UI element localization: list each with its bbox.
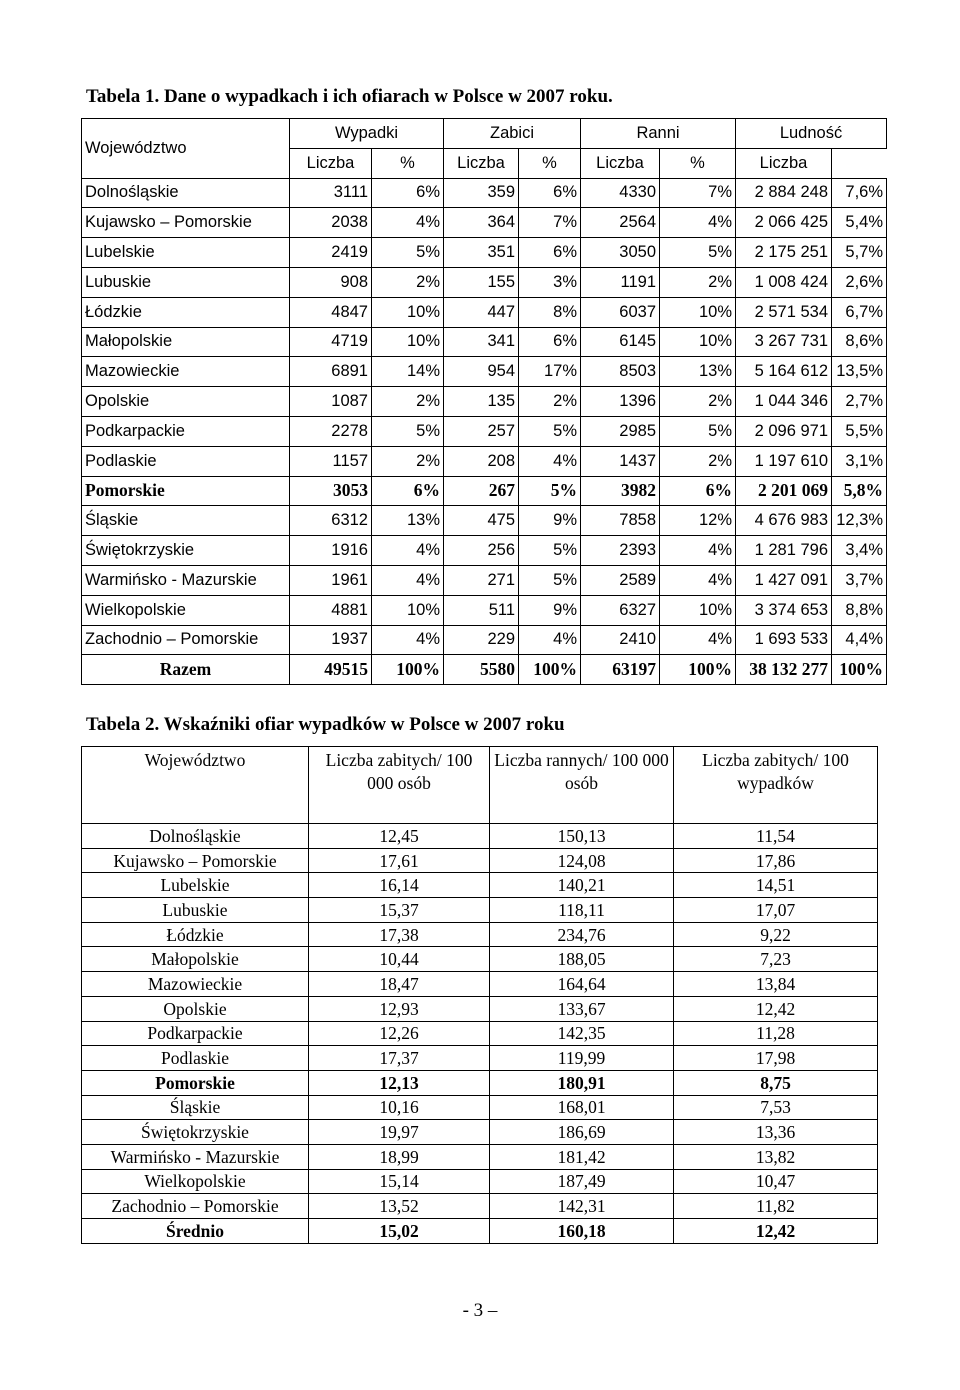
table-row (82, 297, 887, 327)
value-cell: 181,42 (490, 1144, 674, 1169)
table-row (82, 873, 878, 898)
value-cell: 17,98 (674, 1046, 878, 1071)
region-cell: Łódzkie (82, 297, 290, 327)
value-cell: 11,28 (674, 1021, 878, 1046)
header-cell: Ranni (581, 119, 736, 149)
page-number: - 3 – (462, 1300, 498, 1321)
value-cell: 6% (519, 178, 581, 208)
value-cell: 1937 (290, 625, 372, 655)
subheader-cell: Liczba (290, 148, 372, 178)
value-cell: 2% (519, 387, 581, 417)
value-cell: 17,86 (674, 848, 878, 873)
value-cell: 7% (660, 178, 736, 208)
value-cell: 11,54 (674, 824, 878, 849)
value-cell: 119,99 (490, 1046, 674, 1071)
value-cell: 2 884 248 (736, 178, 832, 208)
value-cell: 155 (444, 267, 519, 297)
value-cell: 8% (519, 297, 581, 327)
subheader-cell: Liczba (736, 148, 832, 178)
region-cell: Wielkopolskie (82, 595, 290, 625)
value-cell: 4% (519, 446, 581, 476)
value-cell: 124,08 (490, 848, 674, 873)
subheader-cell: Liczba (444, 148, 519, 178)
value-cell: 17,37 (309, 1046, 490, 1071)
region-cell: Opolskie (82, 387, 290, 417)
table-row (82, 476, 887, 506)
value-cell: 267 (444, 476, 519, 506)
value-cell: 6312 (290, 506, 372, 536)
value-cell: 9,22 (674, 922, 878, 947)
value-cell: 6,7% (832, 297, 887, 327)
value-cell: 2% (660, 446, 736, 476)
value-cell: 140,21 (490, 873, 674, 898)
value-cell: 10,47 (674, 1169, 878, 1194)
value-cell: 17,38 (309, 922, 490, 947)
average-label: Średnio (82, 1219, 309, 1244)
value-cell: 6327 (581, 595, 660, 625)
subheader-cell: % (660, 148, 736, 178)
table-row (82, 238, 887, 268)
region-cell: Świętokrzyskie (82, 1120, 309, 1145)
value-cell: 4% (372, 536, 444, 566)
value-cell: 4719 (290, 327, 372, 357)
value-cell: 7,53 (674, 1095, 878, 1120)
table-row (82, 178, 887, 208)
value-cell: 5,8% (832, 476, 887, 506)
value-cell: 1 693 533 (736, 625, 832, 655)
table2-title: Tabela 2. Wskaźniki ofiar wypadków w Polsce w 2007 roku (86, 714, 565, 735)
value-cell: 447 (444, 297, 519, 327)
value-cell: 4330 (581, 178, 660, 208)
value-cell: 186,69 (490, 1120, 674, 1145)
value-cell: 164,64 (490, 972, 674, 997)
value-cell: 13% (372, 506, 444, 536)
value-cell: 5,7% (832, 238, 887, 268)
table-row (82, 387, 887, 417)
accidents-table (81, 118, 887, 685)
value-cell: 16,14 (309, 873, 490, 898)
value-cell: 5,5% (832, 416, 887, 446)
value-cell: 135 (444, 387, 519, 417)
value-cell: 1 008 424 (736, 267, 832, 297)
value-cell: 17,61 (309, 848, 490, 873)
table-row (82, 536, 887, 566)
header-cell: Liczba zabitych/ 100 wypadków (674, 747, 878, 824)
value-cell: 7,6% (832, 178, 887, 208)
value-cell: 12,42 (674, 996, 878, 1021)
header-cell: Liczba rannych/ 100 000 osób (490, 747, 674, 824)
header-cell: Wypadki (290, 119, 444, 149)
table-row (82, 446, 887, 476)
value-cell: 14% (372, 357, 444, 387)
value-cell: 17% (519, 357, 581, 387)
table-row (82, 416, 887, 446)
subheader-cell: Liczba (581, 148, 660, 178)
value-cell: 5% (519, 565, 581, 595)
value-cell: 19,97 (309, 1120, 490, 1145)
value-cell: 4 676 983 (736, 506, 832, 536)
value-cell: 3,4% (832, 536, 887, 566)
value-cell: 7% (519, 208, 581, 238)
value-cell: 341 (444, 327, 519, 357)
value-cell: 11,82 (674, 1194, 878, 1219)
value-cell: 3982 (581, 476, 660, 506)
value-cell: 187,49 (490, 1169, 674, 1194)
region-cell: Łódzkie (82, 922, 309, 947)
value-cell: 1191 (581, 267, 660, 297)
value-cell: 142,35 (490, 1021, 674, 1046)
region-cell: Podkarpackie (82, 1021, 309, 1046)
table-row (82, 506, 887, 536)
value-cell: 2985 (581, 416, 660, 446)
value-cell: 13,52 (309, 1194, 490, 1219)
region-cell: Kujawsko – Pomorskie (82, 208, 290, 238)
region-cell: Śląskie (82, 1095, 309, 1120)
value-cell: 1 044 346 (736, 387, 832, 417)
region-cell: Mazowieckie (82, 972, 309, 997)
value-cell: 351 (444, 238, 519, 268)
table-row (82, 898, 878, 923)
value-cell: 5% (519, 416, 581, 446)
region-cell: Dolnośląskie (82, 178, 290, 208)
value-cell: 4% (660, 625, 736, 655)
value-cell: 6% (372, 178, 444, 208)
table-row (82, 1194, 878, 1219)
value-cell: 2038 (290, 208, 372, 238)
table-row (82, 625, 887, 655)
total-value: 100% (519, 655, 581, 685)
value-cell: 2% (372, 446, 444, 476)
region-cell: Lubelskie (82, 238, 290, 268)
value-cell: 5% (519, 536, 581, 566)
value-cell: 13,84 (674, 972, 878, 997)
value-cell: 2% (660, 267, 736, 297)
header-cell: Liczba zabitych/ 100 000 osób (309, 747, 490, 824)
table-row (82, 595, 887, 625)
total-value: 63197 (581, 655, 660, 685)
total-value: 100% (832, 655, 887, 685)
value-cell: 6145 (581, 327, 660, 357)
value-cell: 3,1% (832, 446, 887, 476)
value-cell: 12,93 (309, 996, 490, 1021)
value-cell: 5% (372, 238, 444, 268)
table-row (82, 327, 887, 357)
table1-header-row (82, 119, 887, 149)
region-cell: Małopolskie (82, 947, 309, 972)
value-cell: 2 175 251 (736, 238, 832, 268)
region-cell: Lubuskie (82, 267, 290, 297)
region-cell: Warmińsko - Mazurskie (82, 565, 290, 595)
value-cell: 13,82 (674, 1144, 878, 1169)
value-cell: 10,44 (309, 947, 490, 972)
region-cell: Dolnośląskie (82, 824, 309, 849)
subheader-cell: % (372, 148, 444, 178)
table-row (82, 357, 887, 387)
value-cell: 13,36 (674, 1120, 878, 1145)
region-cell: Pomorskie (82, 1070, 309, 1095)
table2-header-row (82, 747, 878, 824)
table-row (82, 1021, 878, 1046)
value-cell: 3 267 731 (736, 327, 832, 357)
value-cell: 1396 (581, 387, 660, 417)
average-row (82, 1219, 878, 1244)
value-cell: 17,07 (674, 898, 878, 923)
value-cell: 3111 (290, 178, 372, 208)
value-cell: 208 (444, 446, 519, 476)
value-cell: 4% (660, 208, 736, 238)
table-row (82, 1046, 878, 1071)
value-cell: 2419 (290, 238, 372, 268)
value-cell: 2 571 534 (736, 297, 832, 327)
value-cell: 359 (444, 178, 519, 208)
value-cell: 12,3% (832, 506, 887, 536)
region-cell: Mazowieckie (82, 357, 290, 387)
table-row (82, 1169, 878, 1194)
value-cell: 5 164 612 (736, 357, 832, 387)
value-cell: 4% (372, 208, 444, 238)
region-cell: Śląskie (82, 506, 290, 536)
value-cell: 3053 (290, 476, 372, 506)
region-cell: Świętokrzyskie (82, 536, 290, 566)
value-cell: 511 (444, 595, 519, 625)
value-cell: 6% (519, 238, 581, 268)
table-row (82, 996, 878, 1021)
value-cell: 1916 (290, 536, 372, 566)
value-cell: 15,14 (309, 1169, 490, 1194)
value-cell: 7,23 (674, 947, 878, 972)
value-cell: 10% (372, 595, 444, 625)
value-cell: 1437 (581, 446, 660, 476)
value-cell: 14,51 (674, 873, 878, 898)
value-cell: 475 (444, 506, 519, 536)
value-cell: 4% (372, 625, 444, 655)
value-cell: 2589 (581, 565, 660, 595)
average-value: 160,18 (490, 1219, 674, 1244)
value-cell: 12,26 (309, 1021, 490, 1046)
value-cell: 4% (519, 625, 581, 655)
value-cell: 9% (519, 506, 581, 536)
region-cell: Warmińsko - Mazurskie (82, 1144, 309, 1169)
value-cell: 2 201 069 (736, 476, 832, 506)
region-cell: Lubelskie (82, 873, 309, 898)
table-row (82, 922, 878, 947)
total-value: 5580 (444, 655, 519, 685)
table-row (82, 1095, 878, 1120)
subheader-cell: % (519, 148, 581, 178)
value-cell: 180,91 (490, 1070, 674, 1095)
table-row (82, 824, 878, 849)
value-cell: 2 066 425 (736, 208, 832, 238)
region-cell: Opolskie (82, 996, 309, 1021)
total-row (82, 655, 887, 685)
region-cell: Podkarpackie (82, 416, 290, 446)
value-cell: 18,99 (309, 1144, 490, 1169)
value-cell: 1087 (290, 387, 372, 417)
value-cell: 188,05 (490, 947, 674, 972)
value-cell: 1961 (290, 565, 372, 595)
value-cell: 13% (660, 357, 736, 387)
value-cell: 10% (660, 595, 736, 625)
value-cell: 142,31 (490, 1194, 674, 1219)
region-cell: Lubuskie (82, 898, 309, 923)
value-cell: 4,4% (832, 625, 887, 655)
value-cell: 271 (444, 565, 519, 595)
total-value: 100% (660, 655, 736, 685)
value-cell: 6891 (290, 357, 372, 387)
value-cell: 12,45 (309, 824, 490, 849)
value-cell: 18,47 (309, 972, 490, 997)
value-cell: 13,5% (832, 357, 887, 387)
header-cell: Województwo (82, 119, 290, 179)
value-cell: 1 281 796 (736, 536, 832, 566)
value-cell: 12,13 (309, 1070, 490, 1095)
table-row (82, 208, 887, 238)
value-cell: 9% (519, 595, 581, 625)
value-cell: 2 096 971 (736, 416, 832, 446)
total-value: 100% (372, 655, 444, 685)
value-cell: 10% (660, 327, 736, 357)
value-cell: 4% (660, 536, 736, 566)
value-cell: 257 (444, 416, 519, 446)
value-cell: 4% (660, 565, 736, 595)
value-cell: 10,16 (309, 1095, 490, 1120)
table-row (82, 267, 887, 297)
table-row (82, 1120, 878, 1145)
value-cell: 118,11 (490, 898, 674, 923)
table-row (82, 1144, 878, 1169)
value-cell: 1 427 091 (736, 565, 832, 595)
value-cell: 2410 (581, 625, 660, 655)
value-cell: 8,8% (832, 595, 887, 625)
value-cell: 5,4% (832, 208, 887, 238)
value-cell: 2564 (581, 208, 660, 238)
value-cell: 4% (372, 565, 444, 595)
table-row (82, 1070, 878, 1095)
value-cell: 6% (660, 476, 736, 506)
region-cell: Pomorskie (82, 476, 290, 506)
value-cell: 229 (444, 625, 519, 655)
value-cell: 3 374 653 (736, 595, 832, 625)
region-cell: Podlaskie (82, 1046, 309, 1071)
table-row (82, 848, 878, 873)
value-cell: 2,6% (832, 267, 887, 297)
total-label: Razem (82, 655, 290, 685)
value-cell: 2% (660, 387, 736, 417)
value-cell: 5% (372, 416, 444, 446)
value-cell: 364 (444, 208, 519, 238)
value-cell: 2% (372, 267, 444, 297)
value-cell: 7858 (581, 506, 660, 536)
value-cell: 256 (444, 536, 519, 566)
value-cell: 4847 (290, 297, 372, 327)
value-cell: 1 197 610 (736, 446, 832, 476)
value-cell: 6% (519, 327, 581, 357)
value-cell: 6% (372, 476, 444, 506)
value-cell: 10% (660, 297, 736, 327)
region-cell: Zachodnio – Pomorskie (82, 625, 290, 655)
value-cell: 3050 (581, 238, 660, 268)
value-cell: 168,01 (490, 1095, 674, 1120)
value-cell: 3,7% (832, 565, 887, 595)
table-row (82, 972, 878, 997)
region-cell: Wielkopolskie (82, 1169, 309, 1194)
table-row (82, 565, 887, 595)
value-cell: 8,75 (674, 1070, 878, 1095)
value-cell: 5% (660, 238, 736, 268)
value-cell: 954 (444, 357, 519, 387)
total-value: 49515 (290, 655, 372, 685)
value-cell: 1157 (290, 446, 372, 476)
region-cell: Kujawsko – Pomorskie (82, 848, 309, 873)
value-cell: 2,7% (832, 387, 887, 417)
header-cell: Ludność (736, 119, 887, 149)
value-cell: 6037 (581, 297, 660, 327)
value-cell: 15,37 (309, 898, 490, 923)
value-cell: 2278 (290, 416, 372, 446)
value-cell: 10% (372, 297, 444, 327)
value-cell: 2% (372, 387, 444, 417)
region-cell: Zachodnio – Pomorskie (82, 1194, 309, 1219)
value-cell: 8503 (581, 357, 660, 387)
table-row (82, 947, 878, 972)
value-cell: 150,13 (490, 824, 674, 849)
value-cell: 234,76 (490, 922, 674, 947)
value-cell: 4881 (290, 595, 372, 625)
value-cell: 908 (290, 267, 372, 297)
region-cell: Podlaskie (82, 446, 290, 476)
value-cell: 133,67 (490, 996, 674, 1021)
value-cell: 5% (519, 476, 581, 506)
total-value: 38 132 277 (736, 655, 832, 685)
indicators-table (81, 746, 878, 1244)
average-value: 12,42 (674, 1219, 878, 1244)
value-cell: 5% (660, 416, 736, 446)
header-cell: Województwo (82, 747, 309, 824)
header-cell: Zabici (444, 119, 581, 149)
value-cell: 2393 (581, 536, 660, 566)
value-cell: 10% (372, 327, 444, 357)
table1-title: Tabela 1. Dane o wypadkach i ich ofiarach w Polsce w 2007 roku. (86, 86, 613, 107)
region-cell: Małopolskie (82, 327, 290, 357)
value-cell: 3% (519, 267, 581, 297)
value-cell: 12% (660, 506, 736, 536)
average-value: 15,02 (309, 1219, 490, 1244)
value-cell: 8,6% (832, 327, 887, 357)
